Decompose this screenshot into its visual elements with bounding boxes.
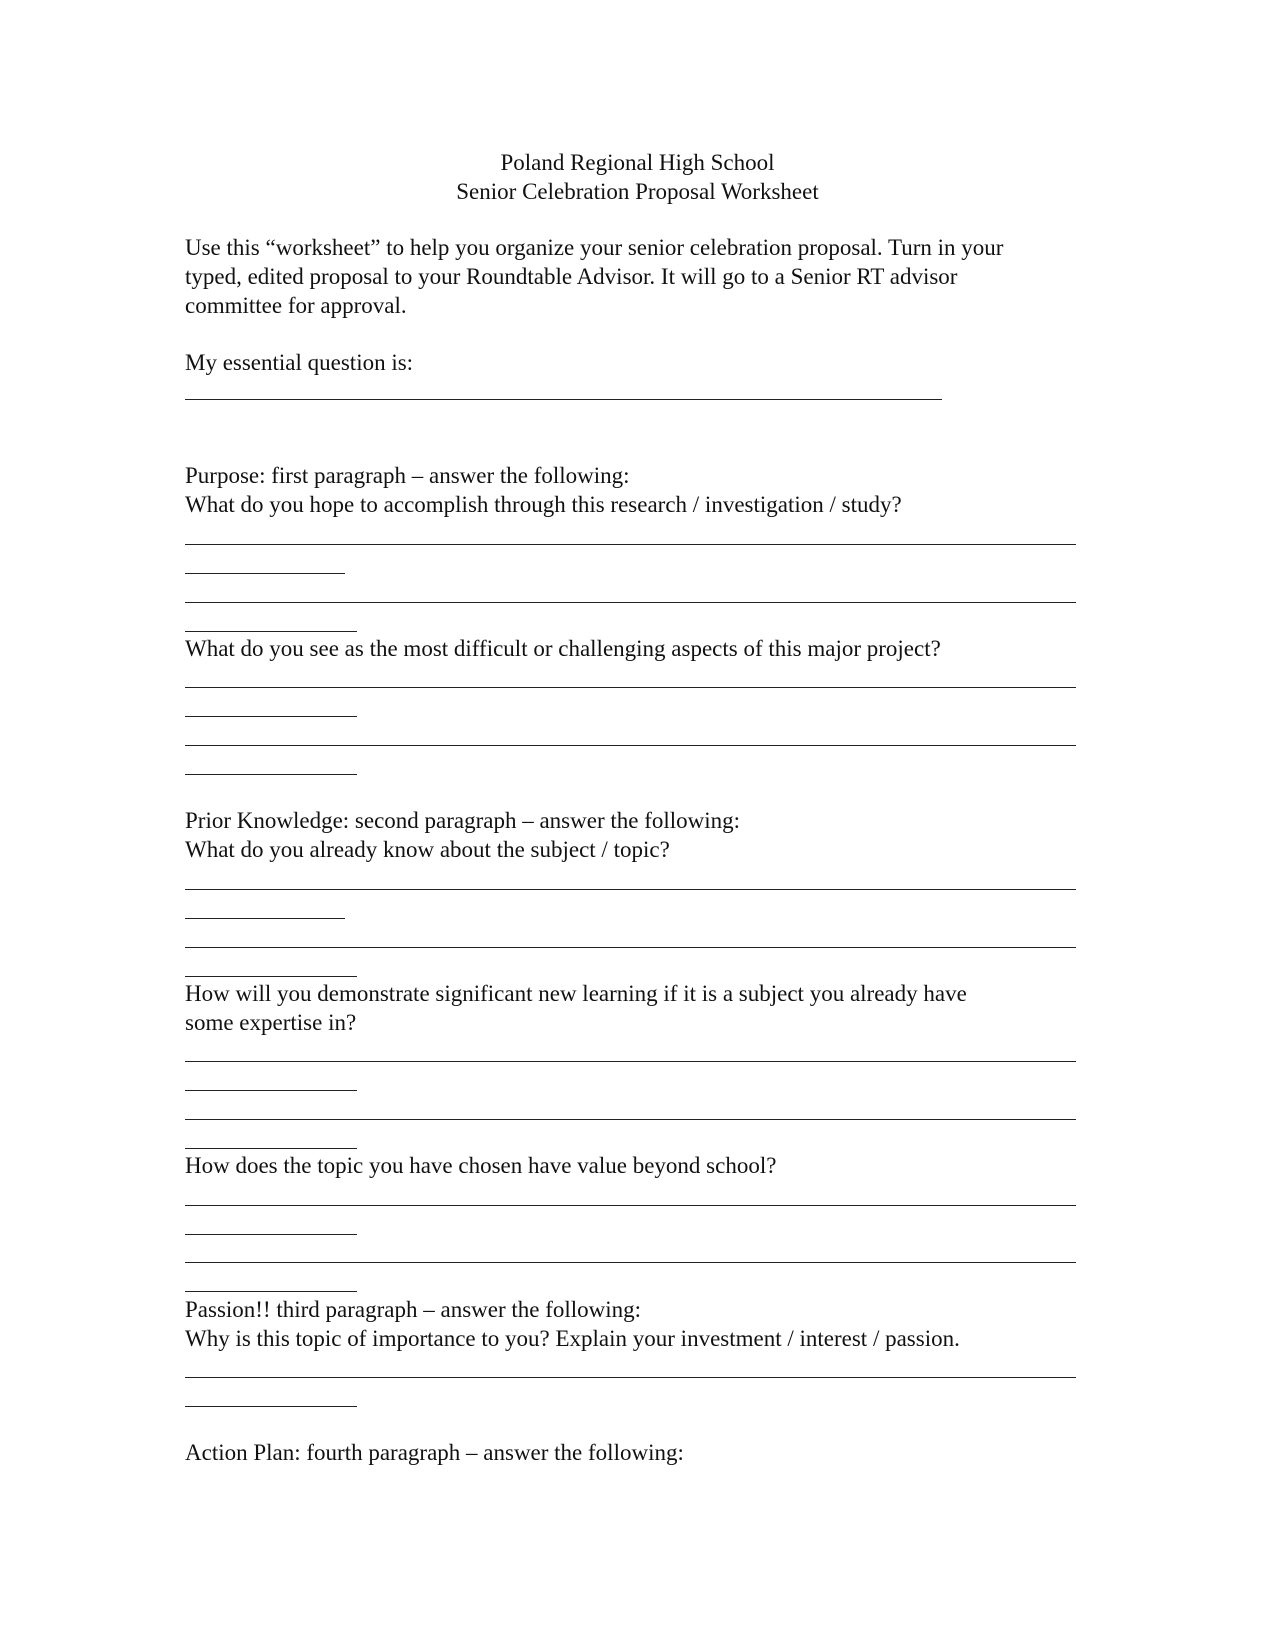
intro-line-2: typed, edited proposal to your Roundtable Advisor. It will go to a Senior RT advisor xyxy=(185,264,958,289)
passion-question-1: Why is this topic of importance to you? Explain your investment / interest / passion. xyxy=(185,1326,960,1351)
purpose-heading: Purpose: first paragraph – answer the following: xyxy=(185,463,630,488)
answer-line[interactable] xyxy=(185,573,345,574)
answer-line[interactable] xyxy=(185,1291,357,1292)
prior-knowledge-heading: Prior Knowledge: second paragraph – answer the following: xyxy=(185,808,741,833)
prior-question-2-line-2: some expertise in? xyxy=(185,1010,357,1035)
answer-line[interactable] xyxy=(185,716,357,717)
answer-line[interactable] xyxy=(185,1119,1076,1120)
answer-line[interactable] xyxy=(185,544,1076,545)
passion-heading: Passion!! third paragraph – answer the following: xyxy=(185,1297,642,1322)
prior-question-1: What do you already know about the subject / topic? xyxy=(185,837,670,862)
prior-question-3: How does the topic you have chosen have value beyond school? xyxy=(185,1153,777,1178)
answer-line[interactable] xyxy=(185,947,1076,948)
worksheet-title: Senior Celebration Proposal Worksheet xyxy=(456,179,819,204)
answer-line[interactable] xyxy=(185,774,357,775)
essential-question-label: My essential question is: xyxy=(185,350,414,375)
answer-line[interactable] xyxy=(185,1377,1076,1378)
essential-question-answer-line[interactable] xyxy=(185,399,942,400)
prior-question-2-line-1: How will you demonstrate significant new learning if it is a subject you already have xyxy=(185,981,967,1006)
answer-line[interactable] xyxy=(185,631,357,632)
answer-line[interactable] xyxy=(185,918,345,919)
answer-line[interactable] xyxy=(185,745,1076,746)
school-name: Poland Regional High School xyxy=(500,150,775,175)
answer-line[interactable] xyxy=(185,1061,1076,1062)
purpose-question-2: What do you see as the most difficult or challenging aspects of this major project? xyxy=(185,636,941,661)
purpose-question-1: What do you hope to accomplish through this research / investigation / study? xyxy=(185,492,902,517)
intro-line-3: committee for approval. xyxy=(185,293,407,318)
intro-line-1: Use this “worksheet” to help you organize your senior celebration proposal. Turn in your xyxy=(185,235,1004,260)
answer-line[interactable] xyxy=(185,1205,1076,1206)
answer-line[interactable] xyxy=(185,1262,1076,1263)
answer-line[interactable] xyxy=(185,1148,357,1149)
answer-line[interactable] xyxy=(185,1234,357,1235)
action-plan-heading: Action Plan: fourth paragraph – answer the following: xyxy=(185,1440,684,1465)
answer-line[interactable] xyxy=(185,976,357,977)
answer-line[interactable] xyxy=(185,889,1076,890)
answer-line[interactable] xyxy=(185,1090,357,1091)
answer-line[interactable] xyxy=(185,687,1076,688)
answer-line[interactable] xyxy=(185,1406,357,1407)
answer-line[interactable] xyxy=(185,602,1076,603)
